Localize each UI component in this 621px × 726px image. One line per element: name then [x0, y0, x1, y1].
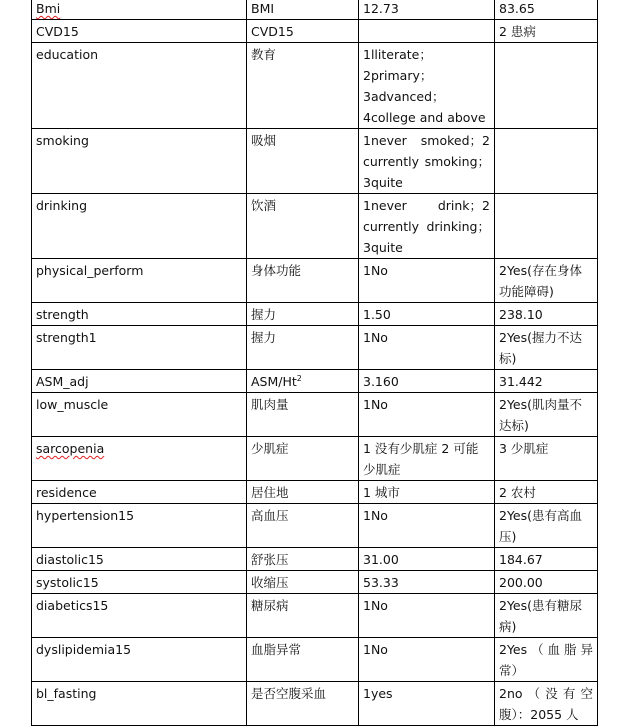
variable-label: ASM/Ht — [251, 374, 297, 389]
value-max-cell — [495, 504, 598, 548]
variable-name: education — [36, 47, 99, 62]
table-row — [32, 194, 598, 259]
variable-name-cell — [32, 303, 247, 326]
value-min-cell — [359, 594, 495, 638]
variable-label: 吸烟 — [251, 133, 277, 148]
value-max-cell — [495, 0, 598, 20]
variable-name: residence — [36, 485, 97, 500]
value-min-cell — [359, 393, 495, 437]
variable-name: hypertension15 — [36, 508, 135, 523]
value-max-cell — [495, 638, 598, 682]
variable-label: 血脂异常 — [251, 642, 302, 657]
value-min-cell — [359, 20, 495, 43]
variable-label-superscript: 2 — [296, 373, 302, 383]
value-max: 238.10 — [499, 307, 543, 322]
value-max-cell — [495, 303, 598, 326]
table-row — [32, 20, 598, 43]
variable-name: Bmi — [36, 1, 61, 16]
value-min: 1.50 — [363, 307, 391, 322]
value-min: 53.33 — [363, 575, 399, 590]
variable-name-cell — [32, 682, 247, 726]
variable-name-cell — [32, 638, 247, 682]
value-min: 1No — [363, 598, 388, 613]
variable-name-cell — [32, 0, 247, 20]
value-min-cell — [359, 370, 495, 393]
variable-label-cell — [247, 437, 359, 481]
value-min: 1 没有少肌症 2 可能少肌症 — [363, 441, 479, 477]
variable-label-cell — [247, 594, 359, 638]
variable-label-cell — [247, 393, 359, 437]
variable-label: 居住地 — [251, 485, 289, 500]
table-row — [32, 504, 598, 548]
table-row — [32, 481, 598, 504]
value-max: 184.67 — [499, 552, 543, 567]
value-min: 1lliterate；2primary；3advanced；4college and above — [363, 47, 486, 125]
variable-name-cell — [32, 326, 247, 370]
value-max-cell — [495, 571, 598, 594]
value-max-cell — [495, 259, 598, 303]
value-max: 2no（没有空腹）：2055 人 — [499, 686, 593, 722]
table-row — [32, 326, 598, 370]
value-max-cell — [495, 594, 598, 638]
variable-label: 是否空腹采血 — [251, 686, 327, 701]
value-min-cell — [359, 548, 495, 571]
variable-name-cell — [32, 504, 247, 548]
value-min-cell — [359, 43, 495, 129]
table-row — [32, 594, 598, 638]
table-row — [32, 638, 598, 682]
value-max-cell — [495, 326, 598, 370]
variable-name-cell — [32, 481, 247, 504]
variable-label: 身体功能 — [251, 263, 302, 278]
variable-name: physical_perform — [36, 263, 144, 278]
variable-name: smoking — [36, 133, 89, 148]
variable-name: CVD15 — [36, 24, 79, 39]
document-page — [31, 0, 598, 726]
value-max: 2Yes(患有高血压) — [499, 508, 583, 544]
variable-label: 舒张压 — [251, 552, 289, 567]
variable-label: 高血压 — [251, 508, 289, 523]
variable-name: ASM_adj — [36, 374, 89, 389]
value-max: 2 患病 — [499, 24, 536, 39]
value-max-cell — [495, 481, 598, 504]
value-min-cell — [359, 129, 495, 194]
variable-label: 少肌症 — [251, 441, 289, 456]
variable-label-cell — [247, 548, 359, 571]
table-row — [32, 303, 598, 326]
variable-name: diastolic15 — [36, 552, 104, 567]
value-min: 1No — [363, 263, 388, 278]
value-max-cell — [495, 20, 598, 43]
variable-name: strength1 — [36, 330, 97, 345]
variable-label: 收缩压 — [251, 575, 289, 590]
variable-label-cell — [247, 571, 359, 594]
value-min: 1No — [363, 642, 388, 657]
variable-label-cell — [247, 194, 359, 259]
value-min: 1No — [363, 397, 388, 412]
value-min: 1No — [363, 330, 388, 345]
variable-label: 饮酒 — [251, 198, 277, 213]
value-min-cell — [359, 194, 495, 259]
table-row — [32, 129, 598, 194]
variable-label-cell — [247, 370, 359, 393]
variable-name: strength — [36, 307, 89, 322]
value-max-cell — [495, 129, 598, 194]
value-max-cell — [495, 437, 598, 481]
variable-name-cell — [32, 370, 247, 393]
value-min-cell — [359, 682, 495, 726]
value-min-cell — [359, 326, 495, 370]
value-max: 2Yes(患有糖尿病) — [499, 598, 583, 634]
value-max-cell — [495, 548, 598, 571]
table-row — [32, 259, 598, 303]
variable-label-cell — [247, 504, 359, 548]
variable-label-cell — [247, 20, 359, 43]
variable-name-cell — [32, 43, 247, 129]
variable-name-cell — [32, 129, 247, 194]
variable-name: dyslipidemia15 — [36, 642, 132, 657]
variable-name: bl_fasting — [36, 686, 97, 701]
value-max-cell — [495, 370, 598, 393]
value-max: 31.442 — [499, 374, 543, 389]
variable-label: 糖尿病 — [251, 598, 289, 613]
table-row — [32, 393, 598, 437]
value-min: 3.160 — [363, 374, 399, 389]
variable-name-cell — [32, 259, 247, 303]
variable-table-body — [32, 0, 598, 726]
value-max: 2Yes（血脂异常） — [499, 642, 593, 678]
variable-label: CVD15 — [251, 24, 294, 39]
value-min-cell — [359, 437, 495, 481]
value-min-cell — [359, 303, 495, 326]
variable-name: systolic15 — [36, 575, 99, 590]
variable-name-cell — [32, 194, 247, 259]
table-row — [32, 0, 598, 20]
variable-label: 教育 — [251, 47, 277, 62]
variable-name-cell — [32, 571, 247, 594]
variable-label: 握力 — [251, 307, 277, 322]
value-max: 83.65 — [499, 1, 535, 16]
value-max-cell — [495, 43, 598, 129]
value-max-cell — [495, 194, 598, 259]
value-min: 1yes — [363, 686, 393, 701]
value-max-cell — [495, 393, 598, 437]
variable-label-cell — [247, 481, 359, 504]
value-min: 1 城市 — [363, 485, 400, 500]
value-min-cell — [359, 481, 495, 504]
table-row — [32, 548, 598, 571]
value-max-cell — [495, 682, 598, 726]
value-min: 1No — [363, 508, 388, 523]
table-row — [32, 682, 598, 726]
variable-name: sarcopenia — [36, 441, 105, 456]
variable-label: 握力 — [251, 330, 277, 345]
variable-name-cell — [32, 437, 247, 481]
variable-label: BMI — [251, 1, 275, 16]
value-min-cell — [359, 504, 495, 548]
variable-label: 肌肉量 — [251, 397, 289, 412]
value-min: 1never smoked；2 currently smoking；3quite — [363, 133, 490, 190]
value-min: 1never drink；2 currently drinking；3quite — [363, 198, 490, 255]
value-max: 3 少肌症 — [499, 441, 549, 456]
variable-label-cell — [247, 43, 359, 129]
value-max: 2 农村 — [499, 485, 536, 500]
variable-name-cell — [32, 20, 247, 43]
variable-label-cell — [247, 129, 359, 194]
variable-label-cell — [247, 259, 359, 303]
table-row — [32, 437, 598, 481]
variable-label-cell — [247, 326, 359, 370]
variable-name-cell — [32, 594, 247, 638]
value-min: 12.73 — [363, 1, 399, 16]
value-min-cell — [359, 571, 495, 594]
variable-table — [31, 0, 598, 726]
value-min-cell — [359, 0, 495, 20]
variable-label-cell — [247, 0, 359, 20]
value-max: 200.00 — [499, 575, 543, 590]
value-min-cell — [359, 638, 495, 682]
variable-name-cell — [32, 548, 247, 571]
variable-label-cell — [247, 682, 359, 726]
value-max: 2Yes(存在身体功能障碍) — [499, 263, 583, 299]
value-min: 31.00 — [363, 552, 399, 567]
value-min-cell — [359, 259, 495, 303]
value-max: 2Yes(肌肉量不达标) — [499, 397, 583, 433]
variable-name: diabetics15 — [36, 598, 109, 613]
table-row — [32, 571, 598, 594]
table-row — [32, 43, 598, 129]
variable-name: low_muscle — [36, 397, 109, 412]
variable-name: drinking — [36, 198, 88, 213]
value-max: 2Yes(握力不达标) — [499, 330, 583, 366]
variable-label-cell — [247, 638, 359, 682]
variable-label-cell — [247, 303, 359, 326]
table-row — [32, 370, 598, 393]
variable-name-cell — [32, 393, 247, 437]
